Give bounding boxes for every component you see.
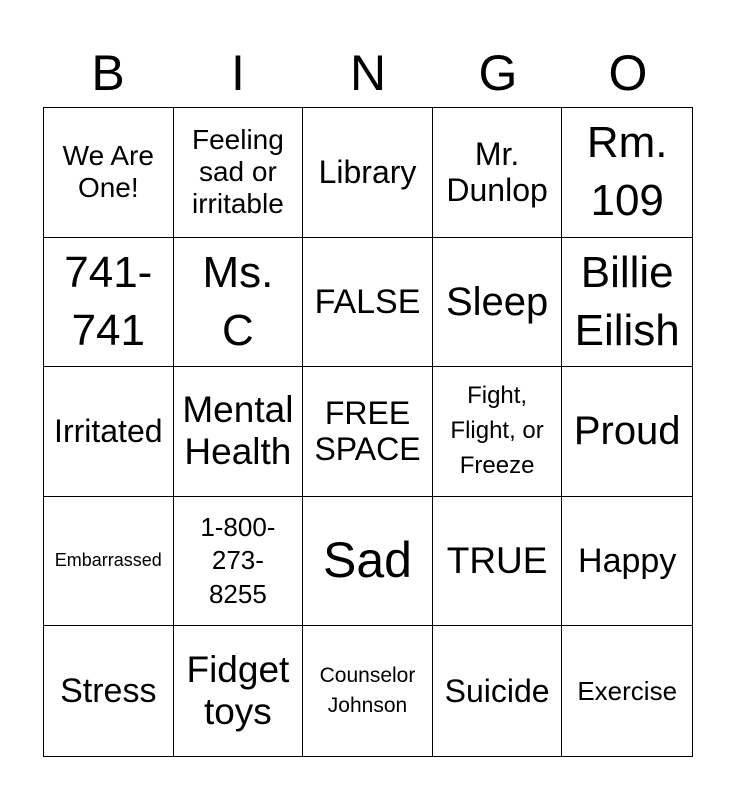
cell-text: Exercise <box>577 675 678 706</box>
cell-text: Mental Health <box>182 388 294 473</box>
bingo-cell[interactable] <box>433 238 563 368</box>
cell-text: FALSE <box>314 282 421 321</box>
cell-text: Ms. C <box>202 247 274 355</box>
bingo-cell[interactable] <box>174 626 304 756</box>
cell-text: Sad <box>323 532 412 589</box>
bingo-cell[interactable] <box>44 497 174 627</box>
bingo-cell[interactable] <box>562 497 692 627</box>
header-letter-n: N <box>349 45 387 101</box>
bingo-cell[interactable] <box>433 367 563 497</box>
bingo-cell[interactable] <box>433 497 563 627</box>
bingo-cell[interactable] <box>562 108 692 238</box>
bingo-cell[interactable] <box>174 497 304 627</box>
bingo-cell[interactable] <box>433 108 563 238</box>
cell-text: Fight, Flight, or Freeze <box>450 382 544 479</box>
bingo-cell[interactable] <box>303 108 433 238</box>
bingo-cell[interactable] <box>44 238 174 368</box>
header-letter-g: G <box>478 45 518 101</box>
cell-text: Happy <box>578 541 677 580</box>
cell-text: Feeling sad or irritable <box>191 124 284 220</box>
cell-text: Embarrassed <box>54 550 162 571</box>
cell-text: Counselor Johnson <box>319 664 416 718</box>
cell-text: Library <box>318 153 417 190</box>
cell-text: Stress <box>60 672 157 711</box>
bingo-header <box>43 40 693 106</box>
bingo-cell[interactable] <box>303 626 433 756</box>
header-letter-i: I <box>231 45 245 101</box>
bingo-cell[interactable] <box>44 367 174 497</box>
header-letter-b: B <box>91 45 125 101</box>
cell-text: FREE SPACE <box>314 394 421 468</box>
cell-text: 1-800- 273- 8255 <box>200 512 276 609</box>
bingo-cell[interactable] <box>562 367 692 497</box>
cell-text: 741- 741 <box>64 247 153 355</box>
bingo-cell[interactable] <box>303 238 433 368</box>
bingo-cell[interactable] <box>303 367 433 497</box>
bingo-cell[interactable] <box>303 497 433 627</box>
bingo-cell[interactable] <box>174 108 304 238</box>
bingo-board <box>43 107 693 757</box>
cell-text: Sleep <box>445 279 549 324</box>
bingo-cell[interactable] <box>174 238 304 368</box>
bingo-cell[interactable] <box>174 367 304 497</box>
cell-text: Irritated <box>54 413 163 450</box>
cell-text: Rm. 109 <box>586 118 668 226</box>
cell-text: Proud <box>573 409 681 454</box>
bingo-cell[interactable] <box>562 238 692 368</box>
cell-text: Suicide <box>444 672 550 709</box>
cell-text: Billie Eilish <box>574 247 680 355</box>
bingo-cell[interactable] <box>44 626 174 756</box>
bingo-cell[interactable] <box>44 108 174 238</box>
header-letter-o: O <box>608 45 648 101</box>
cell-text: Fidget toys <box>186 648 290 733</box>
bingo-cell[interactable] <box>562 626 692 756</box>
cell-text: We Are One! <box>62 140 154 204</box>
cell-text: TRUE <box>446 539 548 581</box>
bingo-cell[interactable] <box>433 626 563 756</box>
cell-text: Mr. Dunlop <box>446 135 548 209</box>
